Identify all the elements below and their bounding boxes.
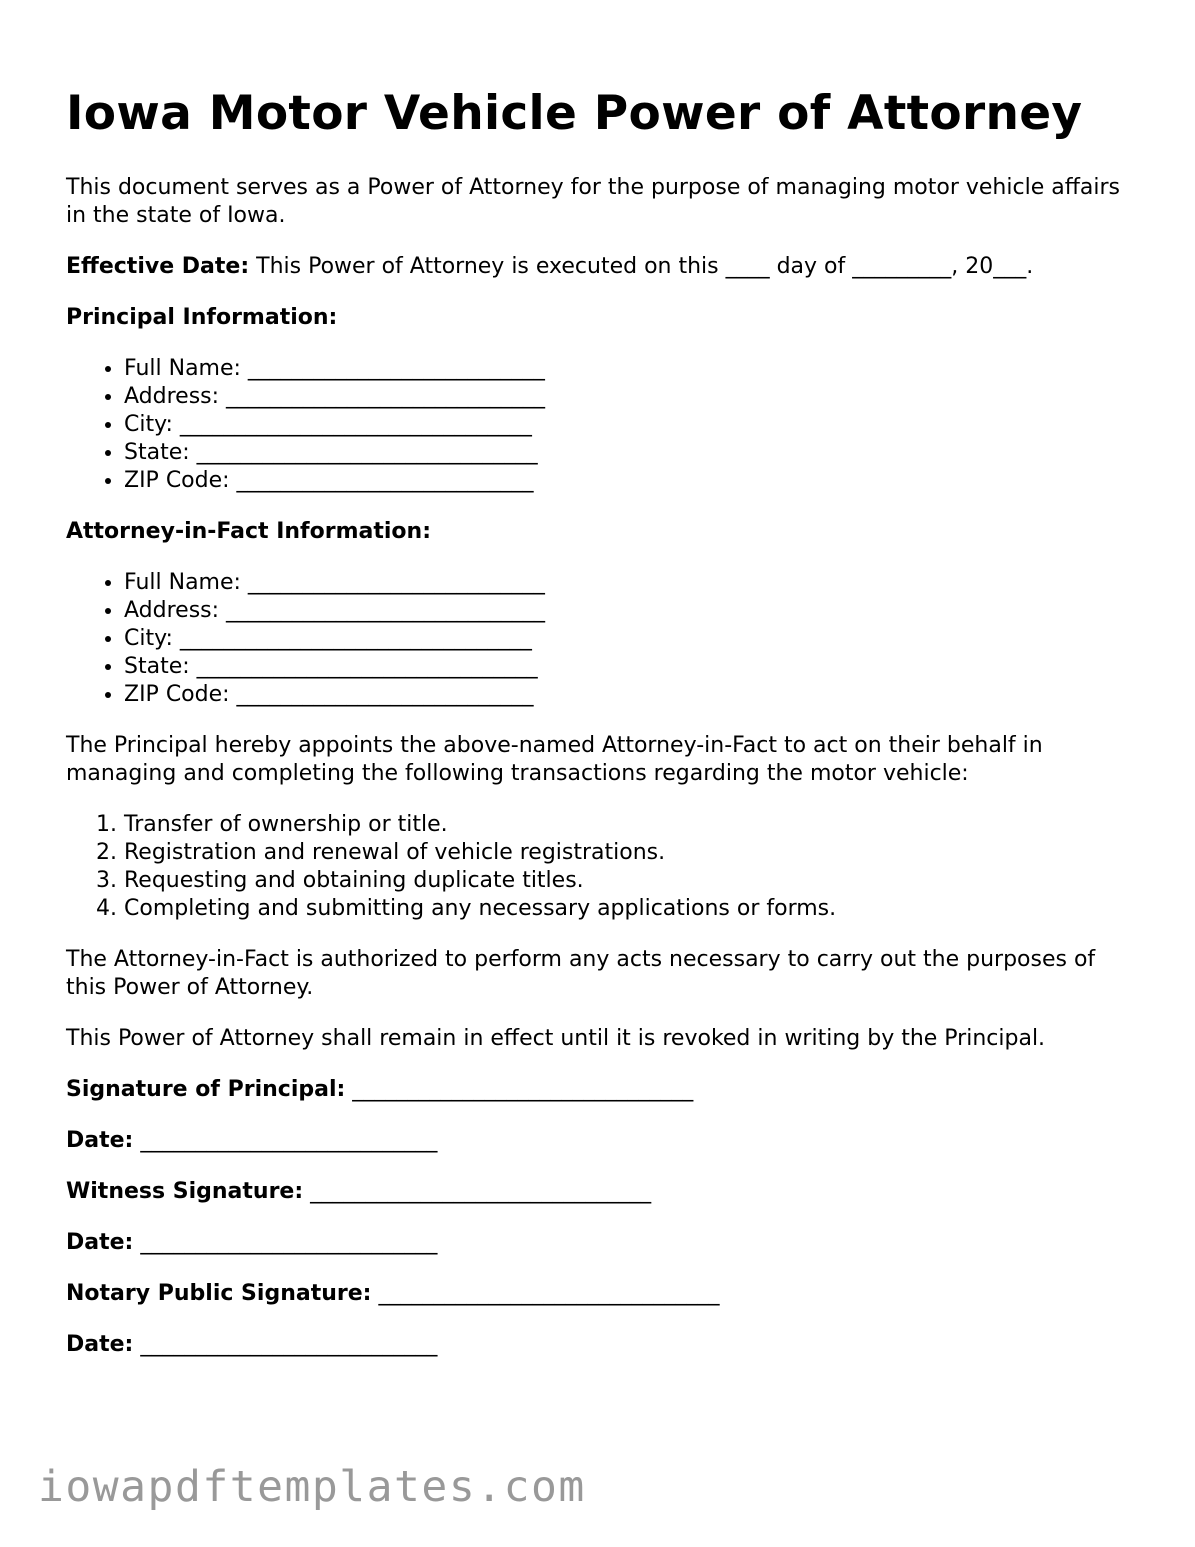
duration-paragraph: This Power of Attorney shall remain in effect until it is revoked in writing by the Principal. xyxy=(66,1026,1046,1051)
attorney-zip: • ZIP Code: ___________________________ xyxy=(124,681,1126,709)
principal-signature-line: _______________________________ xyxy=(345,1077,694,1102)
principal-city: • City: ________________________________ xyxy=(124,411,1126,439)
authority-paragraph: The Attorney-in-Fact is authorized to perform any acts necessary to carry out the purposes of this Power of Attorney. xyxy=(66,947,1096,1000)
notary-signature-line: _______________________________ xyxy=(371,1281,720,1306)
witness-date-line: ___________________________ xyxy=(133,1230,438,1255)
notary-signature xyxy=(66,1280,1126,1308)
principal-date-line: ___________________________ xyxy=(133,1128,438,1153)
principal-date xyxy=(66,1127,1126,1155)
principal-address: • Address: _____________________________ xyxy=(124,383,1126,411)
intro-paragraph: This document serves as a Power of Attorney for the purpose of managing motor vehicle affairs in the state of Iowa. xyxy=(66,175,1120,228)
transaction-item: 3. Requesting and obtaining duplicate titles. xyxy=(124,867,1126,895)
notary-date xyxy=(66,1331,1126,1359)
appointment-paragraph: The Principal hereby appoints the above-named Attorney-in-Fact to act on their behalf in managing and completing the following transactions regarding the motor vehicle: xyxy=(66,733,1043,786)
witness-signature-line: _______________________________ xyxy=(303,1179,652,1204)
transaction-item: 1. Transfer of ownership or title. xyxy=(124,811,1126,839)
transaction-item: 2. Registration and renewal of vehicle registrations. xyxy=(124,839,1126,867)
site-watermark: iowapdftemplates.com xyxy=(38,1462,586,1512)
witness-date xyxy=(66,1229,1126,1257)
document-title: Iowa Motor Vehicle Power of Attorney xyxy=(66,86,1083,141)
attorney-full-name: • Full Name: ___________________________ xyxy=(124,569,1126,597)
effective-date-label: Effective Date: xyxy=(66,254,250,279)
effective-date xyxy=(66,253,1126,281)
attorney-city: • City: ________________________________ xyxy=(124,625,1126,653)
principal-signature-label: Signature of Principal: xyxy=(66,1077,346,1102)
transaction-item: 4. Completing and submitting any necessary applications or forms. xyxy=(124,895,1126,923)
notary-signature-label: Notary Public Signature: xyxy=(66,1281,372,1306)
document-page xyxy=(66,78,1126,1382)
witness-signature xyxy=(66,1178,1126,1206)
principal-fields xyxy=(66,355,1126,495)
principal-state: • State: _______________________________ xyxy=(124,439,1126,467)
attorney-heading: Attorney-in-Fact Information: xyxy=(66,519,431,544)
attorney-fields xyxy=(66,569,1126,709)
effective-date-text: This Power of Attorney is executed on this ____ day of _________, 20___. xyxy=(249,254,1034,279)
transactions-list xyxy=(66,811,1126,923)
principal-date-label: Date: xyxy=(66,1128,134,1153)
principal-full-name: • Full Name: ___________________________ xyxy=(124,355,1126,383)
principal-heading: Principal Information: xyxy=(66,305,338,330)
witness-signature-label: Witness Signature: xyxy=(66,1179,304,1204)
notary-date-label: Date: xyxy=(66,1332,134,1357)
principal-zip: • ZIP Code: ___________________________ xyxy=(124,467,1126,495)
principal-signature xyxy=(66,1076,1126,1104)
attorney-address: • Address: _____________________________ xyxy=(124,597,1126,625)
attorney-state: • State: _______________________________ xyxy=(124,653,1126,681)
notary-date-line: ___________________________ xyxy=(133,1332,438,1357)
witness-date-label: Date: xyxy=(66,1230,134,1255)
